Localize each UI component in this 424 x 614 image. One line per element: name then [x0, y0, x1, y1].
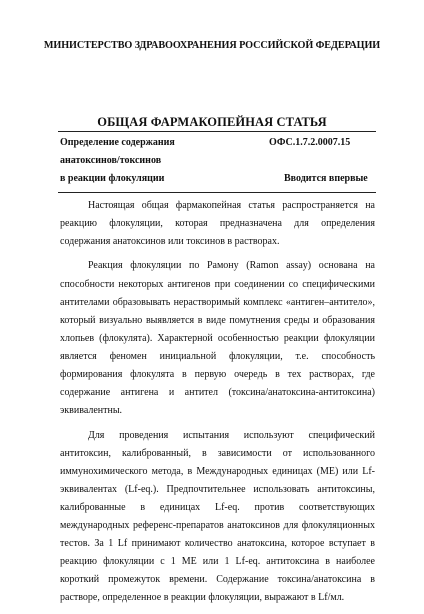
document-title: ОБЩАЯ ФАРМАКОПЕЙНАЯ СТАТЬЯ	[97, 115, 327, 129]
document-body	[60, 197, 375, 614]
subject-line-3: в реакции флокуляции	[60, 173, 165, 184]
subject-line-2: анатоксинов/токсинов	[60, 155, 162, 166]
paragraph-principle: Реакция флокуляции по Рамону (Ramon assay) основана на способности некоторых антигенов при соединении со специфическими антителами образовывать нерастворимый комплекс «антиген–антитело», который визуально выявляется в виде помутнения среды и образования хлопьев (флокулята). Характерной особенностью реакции флокуляции является феномен инициальной флокуляции, т.е. способность формирования флокулята в первую очередь в тех растворах, где содержание антигена и антител (токсина/анатоксина-антитоксина) эквивалентны.	[60, 260, 375, 417]
subject-line-1: Определение содержания	[60, 137, 175, 148]
paragraph-method: Для проведения испытания используют специфический антитоксин, калиброванный, в зависимости от использованного иммунохимического метода, в Международных единицах (МЕ) или Lf-эквивалентах (Lf-eq.). Предпочтительнее использовать антитоксины, калиброванные в единицах Lf-eq. против соответствующих международных референс-препаратов анатоксинов для флокуляционных тестов. За 1 Lf принимают количество анатоксина, которое вступает в реакцию флокуляции с 1 МЕ или 1 Lf-eq. антитоксина в наиболее короткий промежуток времени. Содержание токсина/анатоксина в растворе, определенное в реакции флокуляции, выражают в Lf/мл.	[60, 429, 375, 604]
paragraph-intro: Настоящая общая фармакопейная статья распространяется на реакцию флокуляции, которая предназначена для определения содержания анатоксинов или токсинов в растворах.	[60, 200, 375, 248]
ministry-heading: МИНИСТЕРСТВО ЗДРАВООХРАНЕНИЯ РОССИЙСКОЙ ФЕДЕРАЦИИ	[43, 40, 381, 51]
document-code: ОФС.1.7.2.0007.15	[269, 137, 351, 148]
header-top-rule	[58, 131, 376, 132]
header-bottom-rule	[58, 192, 376, 193]
document-status: Вводится впервые	[284, 173, 368, 184]
